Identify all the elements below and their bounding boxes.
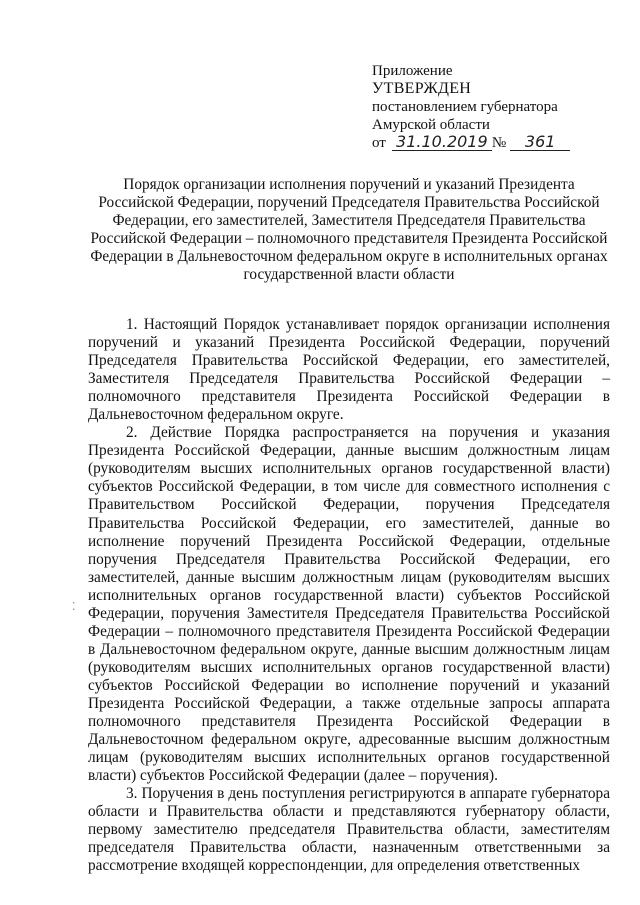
paragraph-2: 2. Действие Порядка распространяется на поручения и указания Президента Российской Федерации, данные высшим должностным лицам (руководителям высших исполнительных органов государственной власти) субъектов Российской Федерации, в том числе для совместного исполнения с Правительством Российской Федерации, поручения Председателя Правительства Российской Федерации, его заместителей, данные во исполнение поручений Президента Российской Федерации, отдельные поручения Председателя Правительства Российской Федерации, его заместителей, данные высшим должностным лицам (руководителям высших исполнительных органов государственной власти) субъектов Российской Федерации, поручения Заместителя Председателя Правительства Российской Федерации – полномочного представителя Президента Российской Федерации в Дальневосточном федеральном округе, данные высшим должностным лицам (руководителям высших исполнительных органов государственной власти) субъектов Российской Федерации во исполнение поручений и указаний Президента Российской Федерации, а также отдельные запросы аппарата полномочного представителя Президента Российской Федерации в Дальневосточном федеральном округе, адресованные высшим должностным лицам (руководителям высших исполнительных органов государственной власти) субъектов Российской Федерации (далее – поручения). bbox=[88, 424, 610, 785]
document-title: Порядок организации исполнения поручений и указаний Президента Российской Федерации, поручений Председателя Правительства Российской Федерации, его заместителей, Заместителя Председателя Правительства Российской Федерации – полномочного представителя Президента Российской Федерации в Дальневосточном федеральном округе в исполнительных органах государственной власти области bbox=[90, 176, 608, 283]
paragraph-3: 3. Поручения в день поступления регистрируются в аппарате губернатора области и Правительства области и представляются губернатору области, первому заместителю председателя Правительства области, заместителям председателя Правительства области, назначенным ответственными за рассмотрение входящей корреспонденции, для определения ответственных bbox=[88, 785, 610, 875]
approval-stamp bbox=[372, 62, 612, 152]
handwritten-date: 31.10.2019 bbox=[392, 134, 492, 151]
appendix-label: Приложение bbox=[372, 63, 453, 79]
paragraph-1: 1. Настоящий Порядок устанавливает порядок организации исполнения поручений и указаний Президента Российской Федерации, поручений Председателя Правительства Российской Федерации, его заместителей, Заместителя Председателя Правительства Российской Федерации – полномочного представителя Президента Российской Федерации в Дальневосточном федеральном округе. bbox=[88, 316, 610, 424]
document-body bbox=[88, 316, 610, 875]
date-number-line bbox=[372, 134, 612, 152]
resolution-label: постановлением губернатора bbox=[372, 99, 558, 115]
date-prefix: от bbox=[372, 135, 386, 151]
approved-label: УТВЕРЖДЕН bbox=[372, 80, 472, 97]
handwritten-number: 361 bbox=[510, 134, 570, 151]
scan-artifact-icon: ⁚ bbox=[72, 600, 76, 613]
region-label: Амурской области bbox=[372, 117, 490, 133]
number-sign: № bbox=[491, 135, 507, 151]
